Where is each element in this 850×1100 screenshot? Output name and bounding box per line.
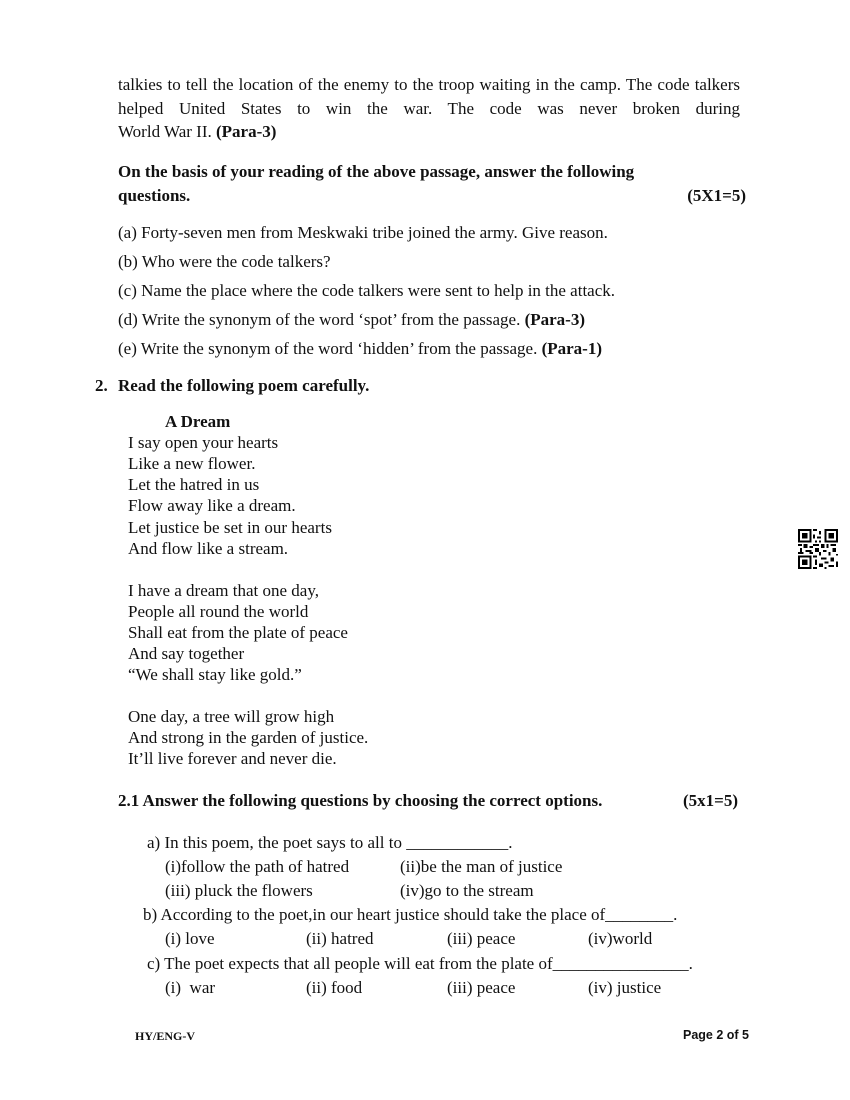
mcq-c-option-4: (iv) justice xyxy=(588,978,662,997)
q1-item-text: (d) Write the synonym of the word ‘spot’ from the passage. xyxy=(118,310,525,329)
q1-item-text: (c) Name the place where the code talkers were sent to help in the attack. xyxy=(118,281,616,300)
q1-item-text: (b) Who were the code talkers? xyxy=(118,252,331,271)
mcq-a-option-2: (ii)be the man of justice xyxy=(400,857,563,876)
poem-line: Flow away like a dream. xyxy=(128,496,296,515)
qr-code-icon xyxy=(798,529,838,569)
mcq-c-option-3: (iii) peace xyxy=(447,978,516,997)
mcq-a-question: a) In this poem, the poet says to all to ____________. xyxy=(147,833,513,852)
passage-paragraph xyxy=(118,73,740,144)
mcq-b-option-3: (iii) peace xyxy=(447,929,516,948)
mcq-b-question: b) According to the poet,in our heart justice should take the place of________. xyxy=(143,905,678,924)
mcq-a-option-4: (iv)go to the stream xyxy=(400,881,534,900)
passage-line-2: talkers helped United States to win the war. The code was never broken during xyxy=(118,75,741,118)
poem-line: Let justice be set in our hearts xyxy=(128,518,332,537)
poem-line: Shall eat from the plate of peace xyxy=(128,623,348,642)
footer-paper-code: HY/ENG-V xyxy=(135,1029,195,1043)
poem-line: Let the hatred in us xyxy=(128,475,260,494)
q1-instruction-line-1: On the basis of your reading of the above passage, answer the following xyxy=(118,162,635,181)
q1-item-text: (a) Forty-seven men from Meskwaki tribe joined the army. Give reason. xyxy=(118,223,608,242)
poem-line: I say open your hearts xyxy=(128,433,279,452)
q21-marks: (5x1=5) xyxy=(683,791,739,810)
q1-instruction-line-2: questions. xyxy=(118,186,191,205)
q1-item-e xyxy=(118,339,602,359)
poem-line: Like a new flower. xyxy=(128,454,256,473)
q1-marks: (5X1=5) xyxy=(687,186,746,205)
mcq-c-option-1: (i) war xyxy=(165,978,216,997)
poem-line: One day, a tree will grow high xyxy=(128,707,335,726)
poem-line: I have a dream that one day, xyxy=(128,581,320,600)
q2-instruction: Read the following poem carefully. xyxy=(118,376,370,395)
poem-line: And strong in the garden of justice. xyxy=(128,728,369,747)
mcq-b-option-4: (iv)world xyxy=(588,929,653,948)
para-reference: (Para-3) xyxy=(215,122,277,141)
q1-item-text: (e) Write the synonym of the word ‘hidden’ from the passage. xyxy=(118,339,542,358)
q1-item-ref: (Para-3) xyxy=(524,310,586,329)
q2-number: 2. xyxy=(95,376,108,395)
q1-item-d xyxy=(118,310,585,330)
q1-instruction-row-2 xyxy=(118,184,746,208)
q1-item-a xyxy=(118,223,608,243)
q21-heading: 2.1 Answer the following questions by choosing the correct options. xyxy=(118,791,603,810)
mcq-b-option-2: (ii) hatred xyxy=(306,929,374,948)
passage-line-1: talkies to tell the location of the enemy to the troop waiting in the camp. The code xyxy=(118,75,690,94)
footer-page-number: Page 2 of 5 xyxy=(683,1028,749,1042)
poem-line: “We shall stay like gold.” xyxy=(128,665,302,684)
poem-title: A Dream xyxy=(165,412,231,431)
q1-instruction xyxy=(118,160,746,208)
passage-line-3-text: World War II. xyxy=(118,122,216,141)
mcq-b-option-1: (i) love xyxy=(165,929,215,948)
mcq-c-question: c) The poet expects that all people will eat from the plate of________________. xyxy=(147,954,693,973)
poem-line: And say together xyxy=(128,644,245,663)
q1-item-ref: (Para-1) xyxy=(541,339,602,358)
q1-item-b xyxy=(118,252,331,272)
mcq-c-option-2: (ii) food xyxy=(306,978,363,997)
passage-line-3 xyxy=(118,120,740,144)
mcq-a-option-3: (iii) pluck the flowers xyxy=(165,881,313,900)
mcq-a-option-1: (i)follow the path of hatred xyxy=(165,857,350,876)
q1-item-c xyxy=(118,281,615,301)
poem-line: People all round the world xyxy=(128,602,309,621)
poem-line: It’ll live forever and never die. xyxy=(128,749,337,768)
poem-line: And flow like a stream. xyxy=(128,539,289,558)
